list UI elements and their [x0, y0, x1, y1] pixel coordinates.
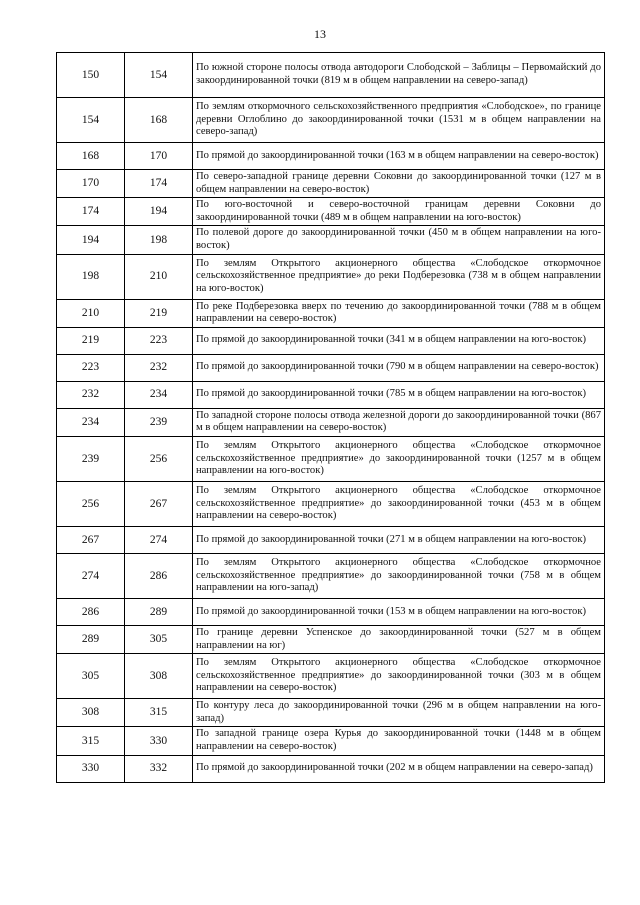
table-row — [57, 327, 605, 354]
point-from-cell: 154 — [57, 98, 125, 143]
point-to-cell: 286 — [125, 553, 193, 598]
point-from-cell: 308 — [57, 699, 125, 727]
point-to-cell: 219 — [125, 299, 193, 327]
boundary-description-cell: По землям Открытого акционерного общества «Слободское откормочное сельскохозяйственное предприятие» до закоординированной точки (453 м в общем направлении на северо-восток) — [193, 481, 605, 526]
point-to-cell: 168 — [125, 98, 193, 143]
boundary-description-cell: По землям Открытого акционерного общества «Слободское откормочное сельскохозяйственное предприятие» до реки Подберезовка (738 м в общем направлении на юго-восток) — [193, 254, 605, 299]
boundary-description-cell: По прямой до закоординированной точки (202 м в общем направлении на северо-запад) — [193, 755, 605, 782]
table-row — [57, 226, 605, 254]
table-row — [57, 98, 605, 143]
boundary-description-cell: По прямой до закоординированной точки (785 м в общем направлении на юго-восток) — [193, 381, 605, 408]
point-to-cell: 267 — [125, 481, 193, 526]
point-from-cell: 150 — [57, 53, 125, 98]
point-to-cell: 198 — [125, 226, 193, 254]
boundary-description-cell: По северо-западной границе деревни Соковни до закоординированной точки (127 м в общем направлении на северо-восток) — [193, 170, 605, 198]
point-from-cell: 267 — [57, 526, 125, 553]
point-to-cell: 210 — [125, 254, 193, 299]
boundary-description-cell: По прямой до закоординированной точки (153 м в общем направлении на юго-восток) — [193, 598, 605, 625]
boundary-description-cell: По западной границе озера Курья до закоординированной точки (1448 м в общем направлении на северо-восток) — [193, 727, 605, 755]
table-row — [57, 198, 605, 226]
table-row — [57, 699, 605, 727]
point-to-cell: 330 — [125, 727, 193, 755]
boundary-description-cell: По землям Открытого акционерного общества «Слободское откормочное сельскохозяйственное предприятие» до закоординированной точки (303 м в общем направлении на северо-восток) — [193, 654, 605, 699]
table-row — [57, 143, 605, 170]
point-to-cell: 223 — [125, 327, 193, 354]
point-from-cell: 256 — [57, 481, 125, 526]
point-from-cell: 168 — [57, 143, 125, 170]
boundary-description-cell: По прямой до закоординированной точки (271 м в общем направлении на юго-восток) — [193, 526, 605, 553]
table-row — [57, 408, 605, 436]
point-to-cell: 256 — [125, 436, 193, 481]
boundary-description-cell: По границе деревни Успенское до закоординированной точки (527 м в общем направлении на юг) — [193, 625, 605, 653]
point-to-cell: 234 — [125, 381, 193, 408]
point-from-cell: 223 — [57, 354, 125, 381]
point-from-cell: 305 — [57, 654, 125, 699]
point-to-cell: 274 — [125, 526, 193, 553]
boundary-description-cell: По южной стороне полосы отвода автодороги Слободской – Заблицы – Первомайский до закоординированной точки (819 м в общем направлении на северо-запад) — [193, 53, 605, 98]
table-row — [57, 526, 605, 553]
table-row — [57, 625, 605, 653]
point-to-cell: 194 — [125, 198, 193, 226]
point-to-cell: 170 — [125, 143, 193, 170]
point-from-cell: 174 — [57, 198, 125, 226]
boundary-description-cell: По контуру леса до закоординированной точки (296 м в общем направлении на юго-запад) — [193, 699, 605, 727]
point-to-cell: 305 — [125, 625, 193, 653]
point-from-cell: 239 — [57, 436, 125, 481]
table-row — [57, 170, 605, 198]
point-from-cell: 170 — [57, 170, 125, 198]
point-from-cell: 198 — [57, 254, 125, 299]
table-row — [57, 654, 605, 699]
table-row — [57, 299, 605, 327]
point-from-cell: 289 — [57, 625, 125, 653]
point-to-cell: 232 — [125, 354, 193, 381]
boundary-table-body — [57, 53, 605, 783]
point-from-cell: 232 — [57, 381, 125, 408]
point-from-cell: 210 — [57, 299, 125, 327]
point-from-cell: 219 — [57, 327, 125, 354]
boundary-description-cell: По землям Открытого акционерного общества «Слободское откормочное сельскохозяйственное предприятие» до закоординированной точки (1257 м в общем направлении на юго-восток) — [193, 436, 605, 481]
table-row — [57, 481, 605, 526]
table-row — [57, 436, 605, 481]
table-row — [57, 354, 605, 381]
boundary-description-cell: По землям откормочного сельскохозяйственного предприятия «Слободское», по границе деревни Оглоблино до закоординированной точки (1531 м в общем направлении на северо-запад) — [193, 98, 605, 143]
table-row — [57, 53, 605, 98]
table-row — [57, 755, 605, 782]
point-from-cell: 194 — [57, 226, 125, 254]
boundary-description-cell: По полевой дороге до закоординированной точки (450 м в общем направлении на юго-восток) — [193, 226, 605, 254]
boundary-table — [56, 52, 605, 783]
point-from-cell: 234 — [57, 408, 125, 436]
table-row — [57, 598, 605, 625]
point-from-cell: 330 — [57, 755, 125, 782]
table-row — [57, 254, 605, 299]
point-to-cell: 154 — [125, 53, 193, 98]
table-row — [57, 381, 605, 408]
boundary-description-cell: По юго-восточной и северо-восточной границам деревни Соковни до закоординированной точки (489 м в общем направлении на юго-восток) — [193, 198, 605, 226]
point-from-cell: 315 — [57, 727, 125, 755]
boundary-description-cell: По прямой до закоординированной точки (341 м в общем направлении на юго-восток) — [193, 327, 605, 354]
table-row — [57, 553, 605, 598]
table-row — [57, 727, 605, 755]
boundary-description-cell: По реке Подберезовка вверх по течению до закоординированной точки (788 м в общем направлении на северо-восток) — [193, 299, 605, 327]
point-to-cell: 315 — [125, 699, 193, 727]
boundary-description-cell: По западной стороне полосы отвода железной дороги до закоординированной точки (867 м в общем направлении на северо-восток) — [193, 408, 605, 436]
point-to-cell: 174 — [125, 170, 193, 198]
boundary-description-cell: По землям Открытого акционерного общества «Слободское откормочное сельскохозяйственное предприятие» до закоординированной точки (758 м в общем направлении на юго-запад) — [193, 553, 605, 598]
point-to-cell: 239 — [125, 408, 193, 436]
point-from-cell: 286 — [57, 598, 125, 625]
point-to-cell: 289 — [125, 598, 193, 625]
point-from-cell: 274 — [57, 553, 125, 598]
page-number: 13 — [314, 27, 326, 41]
boundary-description-cell: По прямой до закоординированной точки (790 м в общем направлении на северо-восток) — [193, 354, 605, 381]
point-to-cell: 308 — [125, 654, 193, 699]
boundary-description-cell: По прямой до закоординированной точки (163 м в общем направлении на северо-восток) — [193, 143, 605, 170]
point-to-cell: 332 — [125, 755, 193, 782]
